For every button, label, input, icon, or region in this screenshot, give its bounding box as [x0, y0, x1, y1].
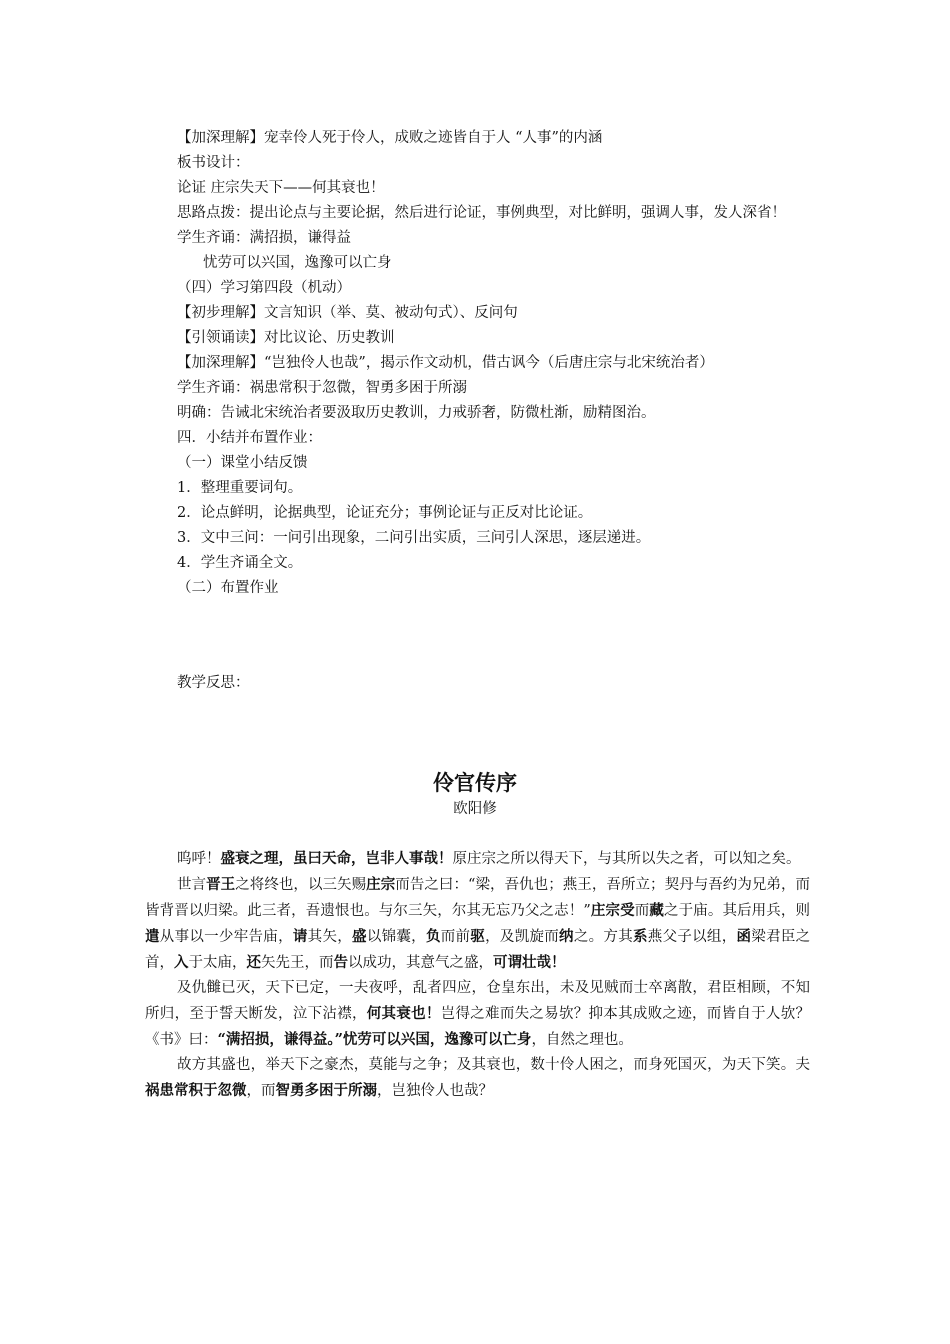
note-line: 【引领诵读】对比议论、历史教训: [177, 330, 395, 346]
essay-title: 伶官传序: [433, 770, 517, 795]
note-line: （四）学习第四段（机动）: [177, 280, 351, 296]
text-run: ，岂独伶人也哉？: [377, 1083, 493, 1099]
text-run: 之于庙。其后用兵，则: [664, 903, 811, 919]
text-run: 其矢，: [307, 929, 353, 945]
teaching-reflection-label: 教学反思：: [177, 675, 250, 691]
text-run: 故方其盛也，举天下之豪杰，莫能与之争；及其衰也，数十伶人困之，而身死国灭，为天下笑。夫: [177, 1057, 810, 1073]
essay-paragraph-2: [145, 872, 810, 976]
emphasized-text: 系: [632, 928, 648, 945]
text-run: 世言: [177, 877, 207, 893]
note-line: 板书设计：: [177, 155, 250, 171]
note-line: 3．文中三问：一问引出现象，二问引出实质，三问引人深思，逐层递进。: [177, 530, 651, 546]
text-run: 于太庙，: [188, 955, 247, 971]
note-line: 2．论点鲜明，论据典型，论证充分；事例论证与正反对比论证。: [177, 505, 593, 521]
lesson-notes: [145, 126, 810, 696]
text-run: 之将终也，以三矢赐: [235, 877, 367, 893]
note-line: 【加深理解】宠幸伶人死于伶人，成败之迹皆自于人 “人事”的内涵: [177, 130, 603, 146]
text-run: 而告之曰：“梁，吾仇也；燕王，吾所立；契丹与吾约为兄弟，而皆背晋以归梁。此三者，吾遗恨也。与尔三矢，尔其无忘乃父之志！”: [145, 877, 811, 919]
emphasized-text: 函: [736, 928, 752, 945]
note-line: 学生齐诵：满招损，谦得益: [177, 230, 351, 246]
note-line: 学生齐诵：祸患常积于忽微，智勇多困于所溺: [177, 380, 467, 396]
text-run: 燕父子以组，: [647, 929, 737, 945]
emphasized-text: “满招损，谦得益。”忧劳可以兴国，逸豫可以亡身: [217, 1031, 532, 1048]
text-run: 矢先王，而: [261, 955, 334, 971]
note-line: 四．小结并布置作业：: [177, 430, 322, 446]
emphasized-text: 告: [333, 954, 348, 971]
text-run: 梁君臣之首，: [145, 929, 811, 971]
emphasized-text: 晋王: [206, 876, 236, 893]
text-run: 及仇雠已灭，天下已定，一夫夜呼，乱者四应，仓皇东出，未及见贼而士卒离散，君臣相顾，不知所归，至于誓天断发，泣下沾襟，: [145, 980, 810, 1022]
text-run: ，及凯旋而: [485, 929, 560, 945]
spacer: [145, 601, 810, 671]
emphasized-text: 庄宗: [366, 876, 396, 893]
note-line: 思路点拨：提出论点与主要论据，然后进行论证，事例典型，对比鲜明，强调人事，发人深省！: [177, 205, 786, 221]
emphasized-text: 请: [292, 928, 308, 945]
emphasized-text: 何其衰也！: [366, 1005, 441, 1022]
text-run: 呜呼！: [177, 851, 221, 867]
emphasized-text: 庄宗受: [590, 902, 635, 919]
note-line: 4．学生齐诵全文。: [177, 555, 303, 571]
note-line: （一）课堂小结反馈: [177, 455, 308, 471]
essay-heading: [0, 768, 950, 820]
emphasized-text: 还: [246, 954, 261, 971]
emphasized-text: 盛: [352, 928, 367, 945]
emphasized-text: 可谓壮哉！: [493, 954, 566, 971]
text-run: ，自然之理也。: [531, 1032, 633, 1048]
note-line: 【初步理解】文言知识（举、莫、被动句式）、反问句: [177, 305, 518, 321]
note-line: 【加深理解】“岂独伶人也哉”，揭示作文动机，借古讽今（后唐庄宗与北宋统治者）: [177, 355, 714, 371]
text-run: 之。方其: [573, 929, 633, 945]
text-run: 岂得之难而失之易欤？抑本其成败之迹，而皆自于人欤？《书》曰：: [145, 1006, 811, 1048]
emphasized-text: 负: [425, 928, 441, 945]
emphasized-text: 智勇多困于所溺: [275, 1082, 377, 1099]
text-run: 以成功，其意气之盛，: [348, 955, 493, 971]
text-run: 原庄宗之所以得天下，与其所以失之者，可以知之矣。: [452, 851, 801, 867]
emphasized-text: 祸患常积于忽微: [145, 1082, 247, 1099]
note-line: （二）布置作业: [177, 580, 279, 596]
emphasized-text: 驱: [470, 928, 486, 945]
text-run: 而: [634, 903, 650, 919]
text-run: 以锦囊，: [366, 929, 426, 945]
text-run: 而前: [440, 929, 471, 945]
essay-author: 欧阳修: [453, 801, 497, 817]
note-line: 忧劳可以兴国，逸豫可以亡身: [203, 255, 392, 271]
essay-paragraph-1: [145, 846, 810, 872]
note-line: 论证 庄宗失天下——何其衰也！: [177, 180, 385, 196]
essay-paragraph-4: [145, 1053, 810, 1104]
essay-body: [145, 846, 810, 1104]
emphasized-text: 入: [174, 954, 189, 971]
note-line: 1．整理重要词句。: [177, 480, 303, 496]
emphasized-text: 遣: [145, 928, 160, 945]
emphasized-text: 纳: [559, 928, 574, 945]
essay-paragraph-3: [145, 976, 810, 1053]
text-run: ，而: [246, 1083, 276, 1099]
emphasized-text: 藏: [649, 902, 664, 919]
note-line: 明确：告诫北宋统治者要汲取历史教训，力戒骄奢，防微杜渐，励精图治。: [177, 405, 656, 421]
text-run: 从事以一少牢告庙，: [159, 929, 293, 945]
emphasized-text: 盛衰之理，虽曰天命，岂非人事哉！: [220, 850, 453, 867]
